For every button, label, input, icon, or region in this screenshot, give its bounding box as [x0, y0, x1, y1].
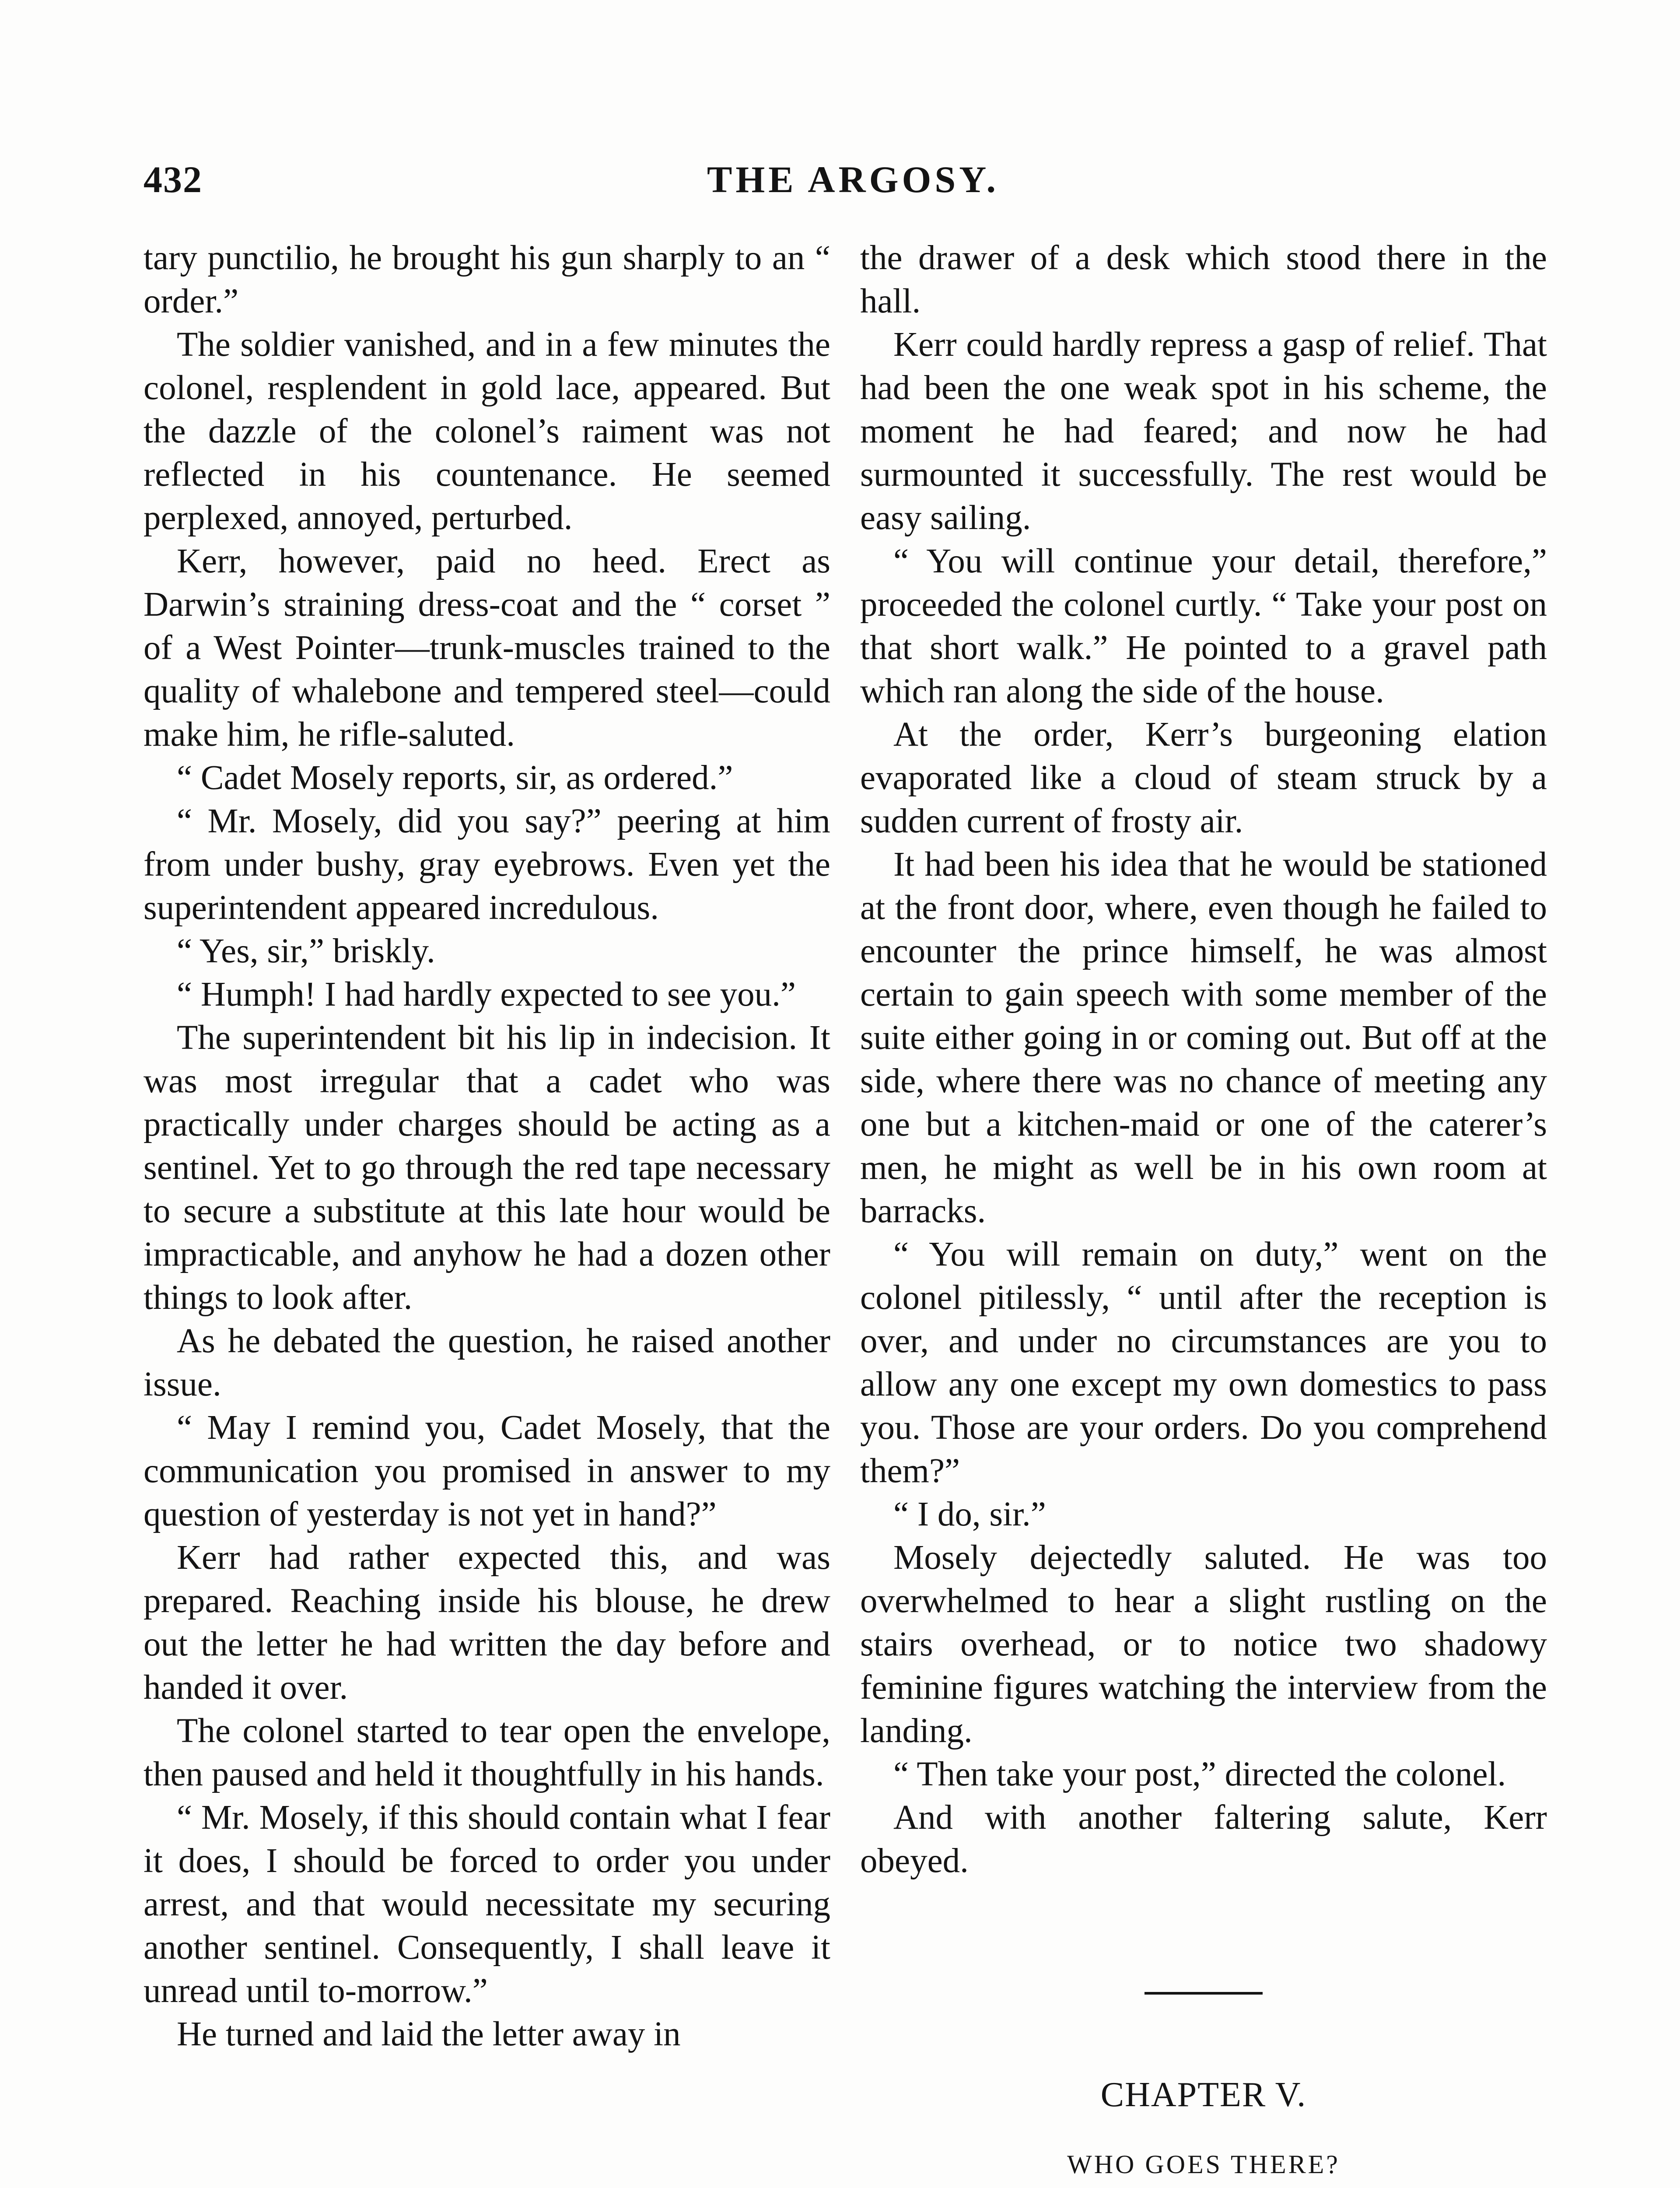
- paragraph: Kerr had rather expected this, and was prepared. Reaching inside his blouse, he drew out the letter he had written the day before and handed it over.: [144, 1539, 830, 1707]
- paragraph: “ Mr. Mosely, if this should contain what I fear it does, I should be forced to order you under arrest, and that would necessitate my securing another sentinel. Consequently, I shall leave it unread until to-morrow.”: [144, 1799, 830, 2010]
- paragraph: “ Humph! I had hardly expected to see you.”: [177, 975, 796, 1013]
- paragraph: “ Mr. Mosely, did you say?” peering at him from under bushy, gray eyebrows. Even yet the superintendent appeared incredulous.: [144, 802, 830, 927]
- magazine-title: THE ARGOSY.: [707, 158, 999, 200]
- paragraph: At the order, Kerr’s burgeoning elation evaporated like a cloud of steam struck by a sudden current of frosty air.: [860, 715, 1547, 840]
- paragraph: The colonel started to tear open the envelope, then paused and held it thoughtfully in his hands.: [144, 1712, 830, 1793]
- paragraph: Kerr, however, paid no heed. Erect as Darwin’s straining dress-coat and the “ corset ” of a West Pointer—trunk-muscles trained to the quality of whalebone and tempered steel—could make him, he rifle-saluted.: [144, 542, 830, 754]
- paragraph: Mosely dejectedly saluted. He was too overwhelmed to hear a slight rustling on the stairs overhead, or to notice two shadowy feminine figures watching the interview from the landing.: [860, 1539, 1547, 1750]
- paragraph: “ Yes, sir,” briskly.: [177, 932, 435, 970]
- paragraph: And with another faltering salute, Kerr obeyed.: [860, 1799, 1547, 1880]
- paragraph: “ Cadet Mosely reports, sir, as ordered.”: [177, 759, 733, 797]
- paragraph: He turned and laid the letter away in: [177, 2015, 681, 2053]
- paragraph: “ You will remain on duty,” went on the colonel pitilessly, “ until after the reception is over, and under no circumstances are you to allow any one except my own domestics to pass you. Those are your orders. Do you comprehend them?”: [860, 1235, 1547, 1490]
- page-number: 432: [144, 158, 203, 200]
- paragraph: Kerr could hardly repress a gasp of relief. That had been the one weak spot in his scheme, the moment he had feared; and now he had surmounted it successfully. The rest would be easy sailing.: [860, 326, 1547, 537]
- paragraph: The soldier vanished, and in a few minutes the colonel, resplendent in gold lace, appeared. But the dazzle of the colonel’s raiment was not reflected in his countenance. He seemed perplexed, annoyed, perturbed.: [144, 326, 830, 537]
- paragraph: the drawer of a desk which stood there in the hall.: [860, 239, 1547, 320]
- paragraph: “ I do, sir.”: [893, 1495, 1046, 1533]
- paragraph: It had been his idea that he would be stationed at the front door, where, even though he failed to encounter the prince himself, he was almost certain to gain speech with some member of the suite either going in or coming out. But off at the side, where there was no chance of meeting any one but a kitchen-maid or one of the caterer’s men, he might as well be in his own room at barracks.: [860, 845, 1547, 1230]
- chapter-subtitle: WHO GOES THERE?: [1067, 2150, 1340, 2179]
- paragraph: tary punctilio, he brought his gun sharply to an “ order.”: [144, 239, 830, 320]
- paragraph: “ You will continue your detail, therefore,” proceeded the colonel curtly. “ Take your post on that short walk.” He pointed to a gravel path which ran along the side of the house.: [860, 542, 1547, 710]
- left-column: [144, 236, 830, 2056]
- paragraph: As he debated the question, he raised another issue.: [144, 1322, 830, 1403]
- section-divider: [1144, 1992, 1263, 1995]
- paragraph: “ Then take your post,” directed the colonel.: [893, 1755, 1506, 1793]
- chapter-title: CHAPTER V.: [1100, 2076, 1307, 2114]
- paragraph: “ May I remind you, Cadet Mosely, that the communication you promised in answer to my question of yesterday is not yet in hand?”: [144, 1409, 830, 1533]
- paragraph: The superintendent bit his lip in indecision. It was most irregular that a cadet who was practically under charges should be acting as a sentinel. Yet to go through the red tape necessary to secure a substitute at this late hour would be impracticable, and anyhow he had a dozen other things to look after.: [144, 1019, 830, 1317]
- right-column: [860, 236, 1547, 2188]
- running-head: [144, 158, 1563, 206]
